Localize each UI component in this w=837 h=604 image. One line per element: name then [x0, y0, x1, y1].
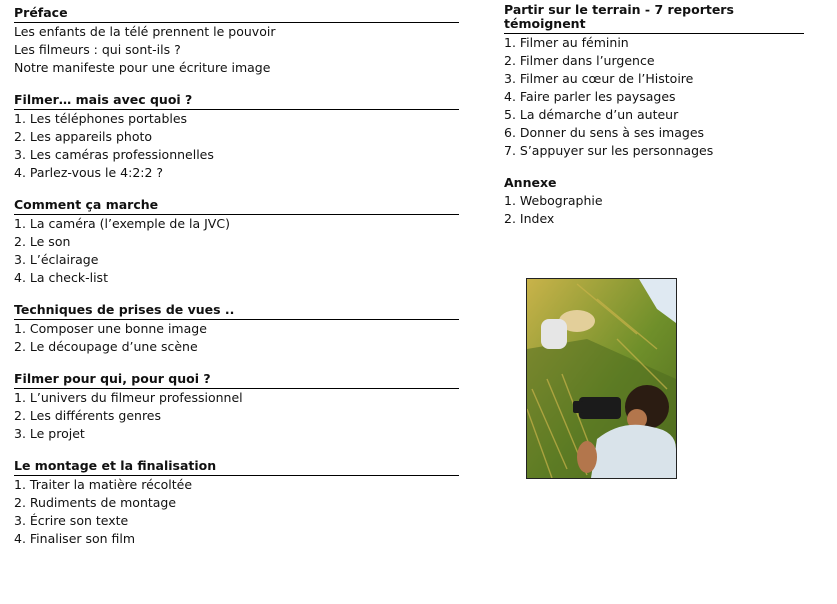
list-item: 1. Composer une bonne image — [14, 321, 207, 336]
list-item: 2. Index — [504, 211, 555, 226]
list-item: 2. Le son — [14, 234, 71, 249]
section-item-list — [14, 23, 459, 77]
list-item: 7. S’appuyer sur les personnages — [504, 143, 714, 158]
list-item: Les enfants de la télé prennent le pouvoir — [14, 24, 276, 39]
section-heading: Partir sur le terrain - 7 reporters témoignent — [504, 3, 804, 34]
list-item: 3. Écrire son texte — [14, 513, 129, 528]
section-le-montage-et-la-finalisation — [14, 459, 459, 548]
section-heading: Préface — [14, 6, 459, 23]
section-item-list — [504, 192, 804, 228]
list-item: 2. Le découpage d’une scène — [14, 339, 198, 354]
section-techniques-de-prises-de-vues — [14, 303, 459, 356]
list-item: 3. L’éclairage — [14, 252, 99, 267]
list-item: 1. Traiter la matière récoltée — [14, 477, 193, 492]
list-item: 1. Filmer au féminin — [504, 35, 629, 50]
section-heading: Le montage et la finalisation — [14, 459, 459, 476]
section-heading: Comment ça marche — [14, 198, 459, 215]
list-item: 2. Filmer dans l’urgence — [504, 53, 655, 68]
section-item-list — [14, 476, 459, 548]
section-item-list — [14, 215, 459, 287]
section-filmer-pour-qui-pour-quoi — [14, 372, 459, 443]
list-item: 3. Les caméras professionnelles — [14, 147, 214, 162]
section-item-list — [504, 34, 804, 160]
list-item: 2. Rudiments de montage — [14, 495, 177, 510]
section-heading: Annexe — [504, 175, 557, 190]
section-item-list — [14, 320, 459, 356]
section-heading: Filmer… mais avec quoi ? — [14, 93, 459, 110]
list-item: 1. L’univers du filmeur professionnel — [14, 390, 243, 405]
table-of-contents-left — [14, 6, 459, 564]
farmer-body — [541, 319, 567, 349]
section-heading: Filmer pour qui, pour quoi ? — [14, 372, 459, 389]
list-item: 4. Parlez-vous le 4:2:2 ? — [14, 165, 164, 180]
list-item: 1. La caméra (l’exemple de la JVC) — [14, 216, 230, 231]
camera — [579, 397, 621, 419]
section-item-list — [14, 110, 459, 182]
section-comment-ca-marche — [14, 198, 459, 287]
list-item: 5. La démarche d’un auteur — [504, 107, 679, 122]
list-item: 6. Donner du sens à ses images — [504, 125, 705, 140]
table-of-contents-right — [504, 3, 804, 244]
cameraman-arm — [577, 441, 597, 473]
list-item: 2. Les différents genres — [14, 408, 162, 423]
list-item: Notre manifeste pour une écriture image — [14, 60, 271, 75]
list-item: 4. La check-list — [14, 270, 108, 285]
section-preface — [14, 6, 459, 77]
list-item: 4. Finaliser son film — [14, 531, 136, 546]
list-item: Les filmeurs : qui sont-ils ? — [14, 42, 181, 57]
section-partir-sur-le-terrain-7-reporters-temoignent — [504, 3, 804, 160]
section-annexe — [504, 176, 804, 228]
list-item: 2. Les appareils photo — [14, 129, 153, 144]
section-item-list — [14, 389, 459, 443]
photo-cameraman-rice-field-icon — [527, 279, 676, 478]
cameraman-photo — [526, 278, 677, 479]
list-item: 1. Webographie — [504, 193, 603, 208]
list-item: 4. Faire parler les paysages — [504, 89, 676, 104]
list-item: 1. Les téléphones portables — [14, 111, 188, 126]
list-item: 3. Le projet — [14, 426, 85, 441]
list-item: 3. Filmer au cœur de l’Histoire — [504, 71, 694, 86]
section-heading: Techniques de prises de vues .. — [14, 303, 459, 320]
camera-lens — [573, 401, 583, 413]
section-filmer-mais-avec-quoi — [14, 93, 459, 182]
